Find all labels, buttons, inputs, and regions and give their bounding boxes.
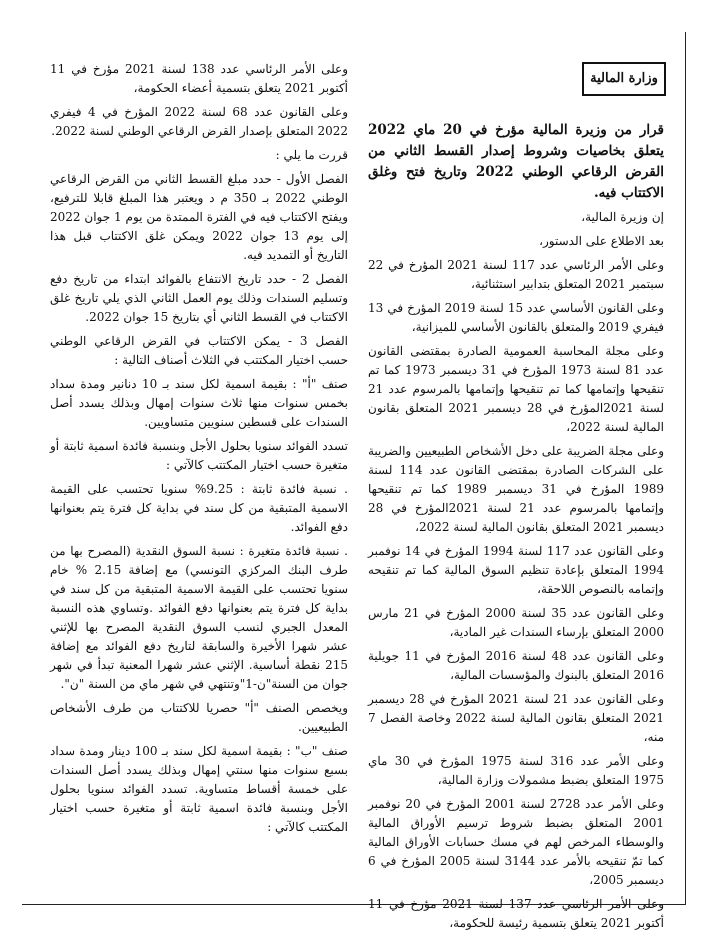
paragraph: وعلى الأمر الرئاسي عدد 117 لسنة 2021 المؤرخ في 22 سبتمبر 2021 المتعلق بتدابير استثنائية،: [368, 258, 664, 291]
paragraph: وعلى القانون عدد 21 لسنة 2021 المؤرخ في 28 ديسمبر 2021 المتعلق بقانون المالية لسنة 2022 وخاصة الفصل 7 منه،: [368, 692, 664, 744]
right-column: [368, 120, 664, 938]
paragraph: وعلى الأمر الرئاسي عدد 137 لسنة 2021 مؤرخ في 11 أكتوبر 2021 يتعلق بتسمية رئيسة للحكومة،: [368, 897, 665, 930]
paragraph: وعلى القانون عدد 117 لسنة 1994 المؤرخ في 14 نوفمبر 1994 المتعلق بإعادة تنظيم السوق المالية كما تم تنقيحه وإتمامه بالنصوص اللاحقة،: [368, 544, 664, 596]
left-column: [50, 60, 348, 842]
decree-title: قرار من وزيرة المالية مؤرخ في 20 ماي 2022 يتعلق بخاصيات وشروط إصدار القسط الثاني من القرض الرقاعي الوطني 2022 وتاريخ فتح وغلق الاكتتاب فيه.: [368, 122, 664, 201]
paragraph: وعلى الأمر الرئاسي عدد 138 لسنة 2021 مؤرخ في 11 أكتوبر 2021 يتعلق بتسمية أعضاء الحكومة،: [50, 62, 348, 95]
paragraph: وعلى مجلة المحاسبة العمومية الصادرة بمقتضى القانون عدد 81 لسنة 1973 المؤرخ في 31 ديسمبر 1973 كما تم تنقيحها وإتمامها كما تم تنقيحها وإتمامها بالمرسوم عدد 21 لسنة 2021المؤرخ في 28 ديسمبر 2021 المتعلق بقانون المالية لسنة 2022،: [368, 344, 665, 434]
category-a: صنف "أ" : بقيمة اسمية لكل سند بـ 10 دنانير ومدة سداد بخمس سنوات منها ثلاث سنوات إمهال وبذلك يسدد أصل السندات على قسطين سنويين متساويين.: [50, 377, 348, 429]
decision-heading: قررت ما يلي :: [275, 148, 348, 162]
paragraph: وعلى الأمر عدد 2728 لسنة 2001 المؤرخ في 20 نوفمبر 2001 المتعلق بضبط شروط ترسيم الأوراق المالية والوسطاء المرخص لهم في مسك حسابات الأوراق المالية كما تمّ تنقيحه بالأمر عدد 3144 لسنة 2005 المؤرخ في 6 ديسمبر 2005،: [368, 797, 664, 887]
paragraph: ويخصص الصنف "أ" حصريا للاكتتاب من طرف الأشخاص الطبيعيين.: [50, 701, 348, 734]
paragraph: وعلى القانون عدد 68 لسنة 2022 المؤرخ في 4 فيفري 2022 المتعلق بإصدار القرض الرقاعي الوطني لسنة 2022.: [50, 105, 348, 138]
paragraph: وعلى الأمر عدد 316 لسنة 1975 المؤرخ في 30 ماي 1975 المتعلق بضبط مشمولات وزارة المالية،: [368, 754, 664, 787]
fixed-rate: . نسبة فائدة ثابتة : 9.25% سنويا تحتسب على القيمة الاسمية المتبقية من كل سند في بداية كل فترة يتم بعنوانها دفع الفوائد.: [50, 482, 348, 534]
paragraph: تسدد الفوائد سنويا بحلول الأجل وبنسبة فائدة اسمية ثابتة أو متغيرة حسب اختيار المكتتب كالآتي :: [50, 439, 348, 472]
paragraph: وعلى القانون عدد 48 لسنة 2016 المؤرخ في 11 جويلية 2016 المتعلق بالبنوك والمؤسسات المالية،: [368, 649, 664, 682]
category-b: صنف "ب" : بقيمة اسمية لكل سند بـ 100 دينار ومدة سداد بسبع سنوات منها سنتي إمهال وبذلك يسدد أصل السندات على خمسة أقساط متساوية. تسدد الفوائد سنويا بحلول الأجل وبنسبة فائدة اسمية ثابتة أو متغيرة حسب اختيار المكتتب كالآتي :: [50, 744, 348, 834]
article-3: الفصل 3 - يمكن الاكتتاب في القرض الرقاعي الوطني حسب اختيار المكتتب في الثلاث أصناف التالية :: [50, 334, 348, 367]
article-1: الفصل الأول - حدد مبلغ القسط الثاني من القرض الرقاعي الوطني 2022 بـ 350 م د ويعتبر هذا المبلغ قابلا للترفيع، ويفتح الاكتتاب فيه في الفترة الممتدة من يوم 1 جوان 2022 إلى يوم 13 جوان 2022 ويمكن غلق الاكتتاب قبل هذا التاريخ أو التمديد فيه.: [50, 172, 348, 262]
ministry-header: وزارة المالية: [582, 62, 666, 96]
paragraph: وعلى القانون الأساسي عدد 15 لسنة 2019 المؤرخ في 13 فيفري 2019 والمتعلق بالقانون الأساسي للميزانية،: [368, 301, 664, 334]
paragraph: إن وزيرة المالية،: [581, 210, 664, 224]
paragraph: بعد الاطلاع على الدستور،: [539, 234, 664, 248]
article-2: الفصل 2 - حدد تاريخ الانتفاع بالفوائد ابتداء من تاريخ دفع وتسليم السندات وذلك يوم العمل الثاني الذي يلي تاريخ غلق الاكتتاب في القسط الثاني أي بتاريخ 15 جوان 2022.: [50, 272, 349, 324]
paragraph: وعلى مجلة الضريبة على دخل الأشخاص الطبيعيين والضريبة على الشركات الصادرة بمقتضى القانون عدد 114 لسنة 1989 المؤرخ في 31 ديسمبر 1989 كما تم تنقيحها وإتمامها بالمرسوم عدد 21 لسنة 2021المؤرخ في 28 ديسمبر 2021 المتعلق بقانون المالية لسنة 2022،: [368, 444, 665, 534]
paragraph: وعلى القانون عدد 35 لسنة 2000 المؤرخ في 21 مارس 2000 المتعلق بإرساء السندات غير المادية،: [368, 606, 664, 639]
variable-rate: . نسبة فائدة متغيرة : نسبة السوق النقدية (المصرح بها من طرف البنك المركزي التونسي) مع إضافة 2.15 % خام سنويا تحتسب على القيمة الاسمية المتبقية من كل سند في بداية كل فترة يتم بعنوانها دفع الفوائد .وتساوي هذه النسبة المعدل الجبري لنسب السوق النقدية المصرح بها للإثني عشر شهرا الأخيرة والسابقة لتاريخ دفع الفوائد مع إضافة 215 نقطة أساسية. الإثني عشر شهرا المعنية تبدأ في شهر جوان من السنة"ن-1"وتنتهي في شهر ماي من السنة "ن".: [50, 544, 348, 691]
